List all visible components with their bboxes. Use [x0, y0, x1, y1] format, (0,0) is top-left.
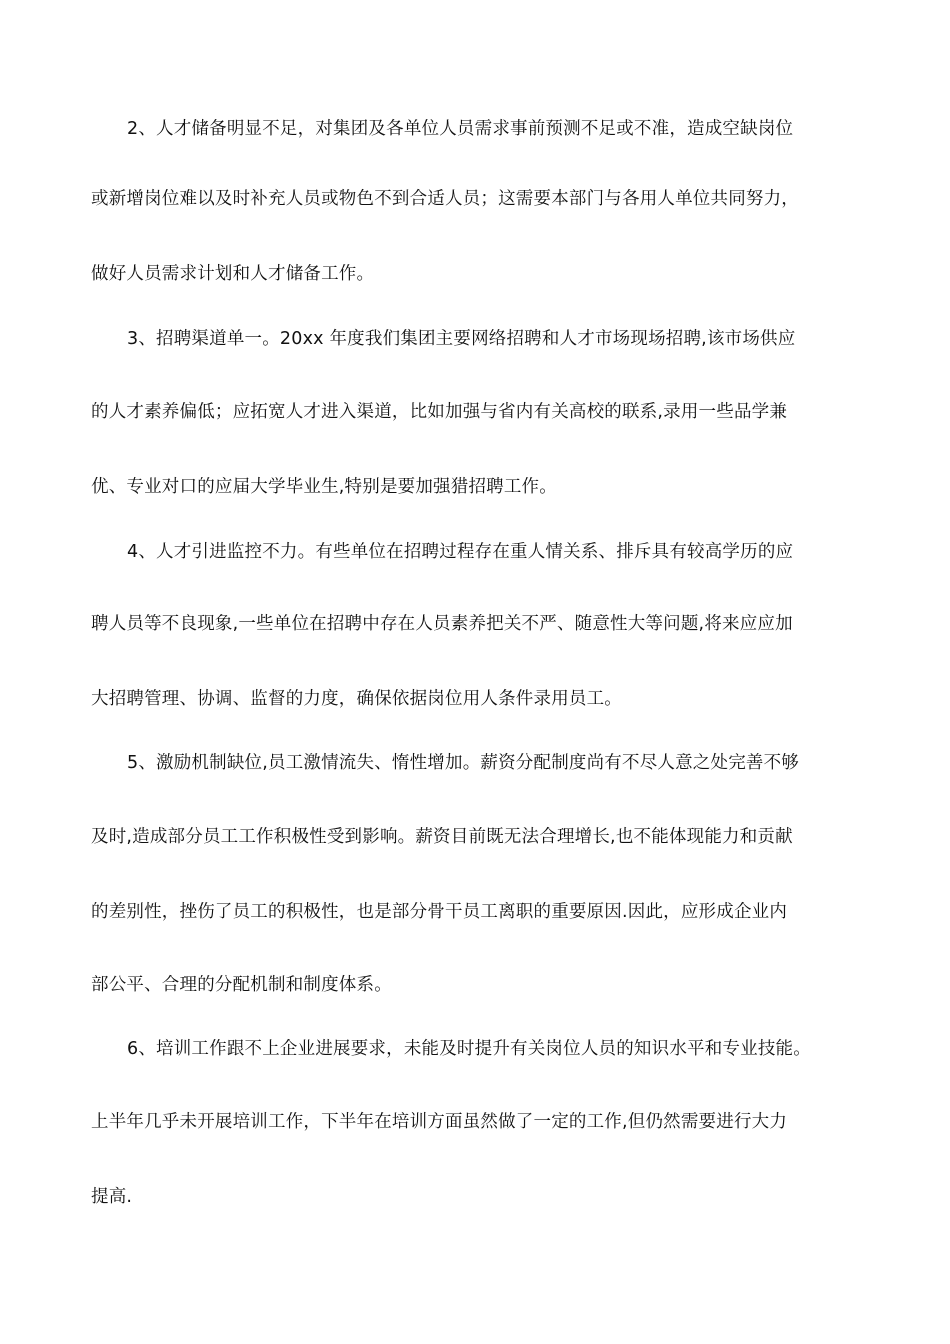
paragraph-line: 2、人才储备明显不足，对集团及各单位人员需求事前预测不足或不准，造成空缺岗位 — [127, 119, 794, 139]
paragraph-line: 优、专业对口的应届大学毕业生,特别是要加强猎招聘工作。 — [91, 477, 557, 497]
paragraph-line: 及时,造成部分员工工作积极性受到影响。薪资目前既无法合理增长,也不能体现能力和贡献 — [91, 827, 793, 847]
paragraph-line: 聘人员等不良现象,一些单位在招聘中存在人员素养把关不严、随意性大等问题,将来应应加 — [91, 614, 793, 634]
paragraph-line: 上半年几乎未开展培训工作，下半年在培训方面虽然做了一定的工作,但仍然需要进行大力 — [91, 1112, 788, 1132]
paragraph-line: 或新增岗位难以及时补充人员或物色不到合适人员；这需要本部门与各用人单位共同努力， — [91, 189, 799, 209]
paragraph-line: 4、人才引进监控不力。有些单位在招聘过程存在重人情关系、排斥具有较高学历的应 — [127, 542, 794, 562]
paragraph-line: 的人才素养偏低；应拓宽人才进入渠道，比如加强与省内有关高校的联系,录用一些品学兼 — [91, 402, 788, 422]
paragraph-line: 部公平、合理的分配机制和制度体系。 — [91, 975, 392, 995]
paragraph-line: 提高. — [91, 1187, 133, 1207]
paragraph-line: 3、招聘渠道单一。20xx 年度我们集团主要网络招聘和人才市场现场招聘,该市场供应 — [127, 329, 796, 349]
paragraph-line: 大招聘管理、协调、监督的力度，确保依据岗位用人条件录用员工。 — [91, 689, 622, 709]
paragraph-line: 6、培训工作跟不上企业进展要求，未能及时提升有关岗位人员的知识水平和专业技能。 — [127, 1039, 811, 1059]
paragraph-line: 5、激励机制缺位,员工激情流失、惰性增加。薪资分配制度尚有不尽人意之处完善不够 — [127, 753, 799, 773]
paragraph-line: 的差别性，挫伤了员工的积极性，也是部分骨干员工离职的重要原因.因此，应形成企业内 — [91, 902, 788, 922]
paragraph-line: 做好人员需求计划和人才储备工作。 — [91, 264, 375, 284]
